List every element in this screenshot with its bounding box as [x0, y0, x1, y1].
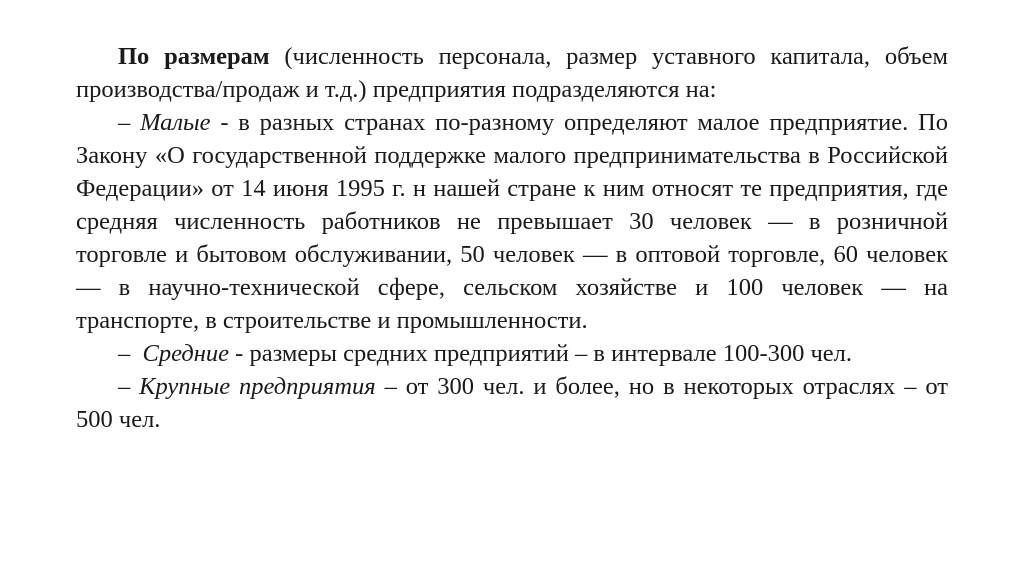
intro-text: (численность персонала, размер уставного капитала, объем производства/продаж и т.д.) предприятия подразделяются на:: [76, 43, 948, 103]
item-term: Крупные предприятия: [139, 373, 376, 400]
intro-paragraph: [76, 40, 948, 106]
item-dash: –: [118, 340, 143, 367]
item-dash: –: [118, 373, 140, 400]
intro-bold-term: По размерам: [118, 43, 270, 70]
item-text: - в разных странах по-разному определяют малое предприятие. По Закону «О государственной поддержке малого предпринимательства в Российской Федерации» от 14 июня 1995 г. н нашей стране к ним относят те предприятия, где средняя численность работников не превышает 30 человек — в розничной торговле и бытовом обслуживании, 50 человек — в оптовой торговле, 60 человек — в научно-технической сфере, сельском хозяйстве и 100 человек — на транспорте, в строительстве и промышленности.: [76, 109, 949, 334]
item-small: [76, 106, 948, 337]
text-block: [76, 40, 948, 436]
item-dash: –: [118, 109, 141, 136]
item-text: – от 300 чел. и более, но в некоторых отраслях – от 500 чел.: [76, 373, 948, 433]
item-text: - размеры средних предприятий – в интервале 100-300 чел.: [229, 340, 853, 367]
item-term: Средние: [142, 340, 230, 367]
item-medium: [76, 337, 948, 370]
item-term: Малые: [140, 109, 211, 136]
item-large: [76, 370, 948, 436]
